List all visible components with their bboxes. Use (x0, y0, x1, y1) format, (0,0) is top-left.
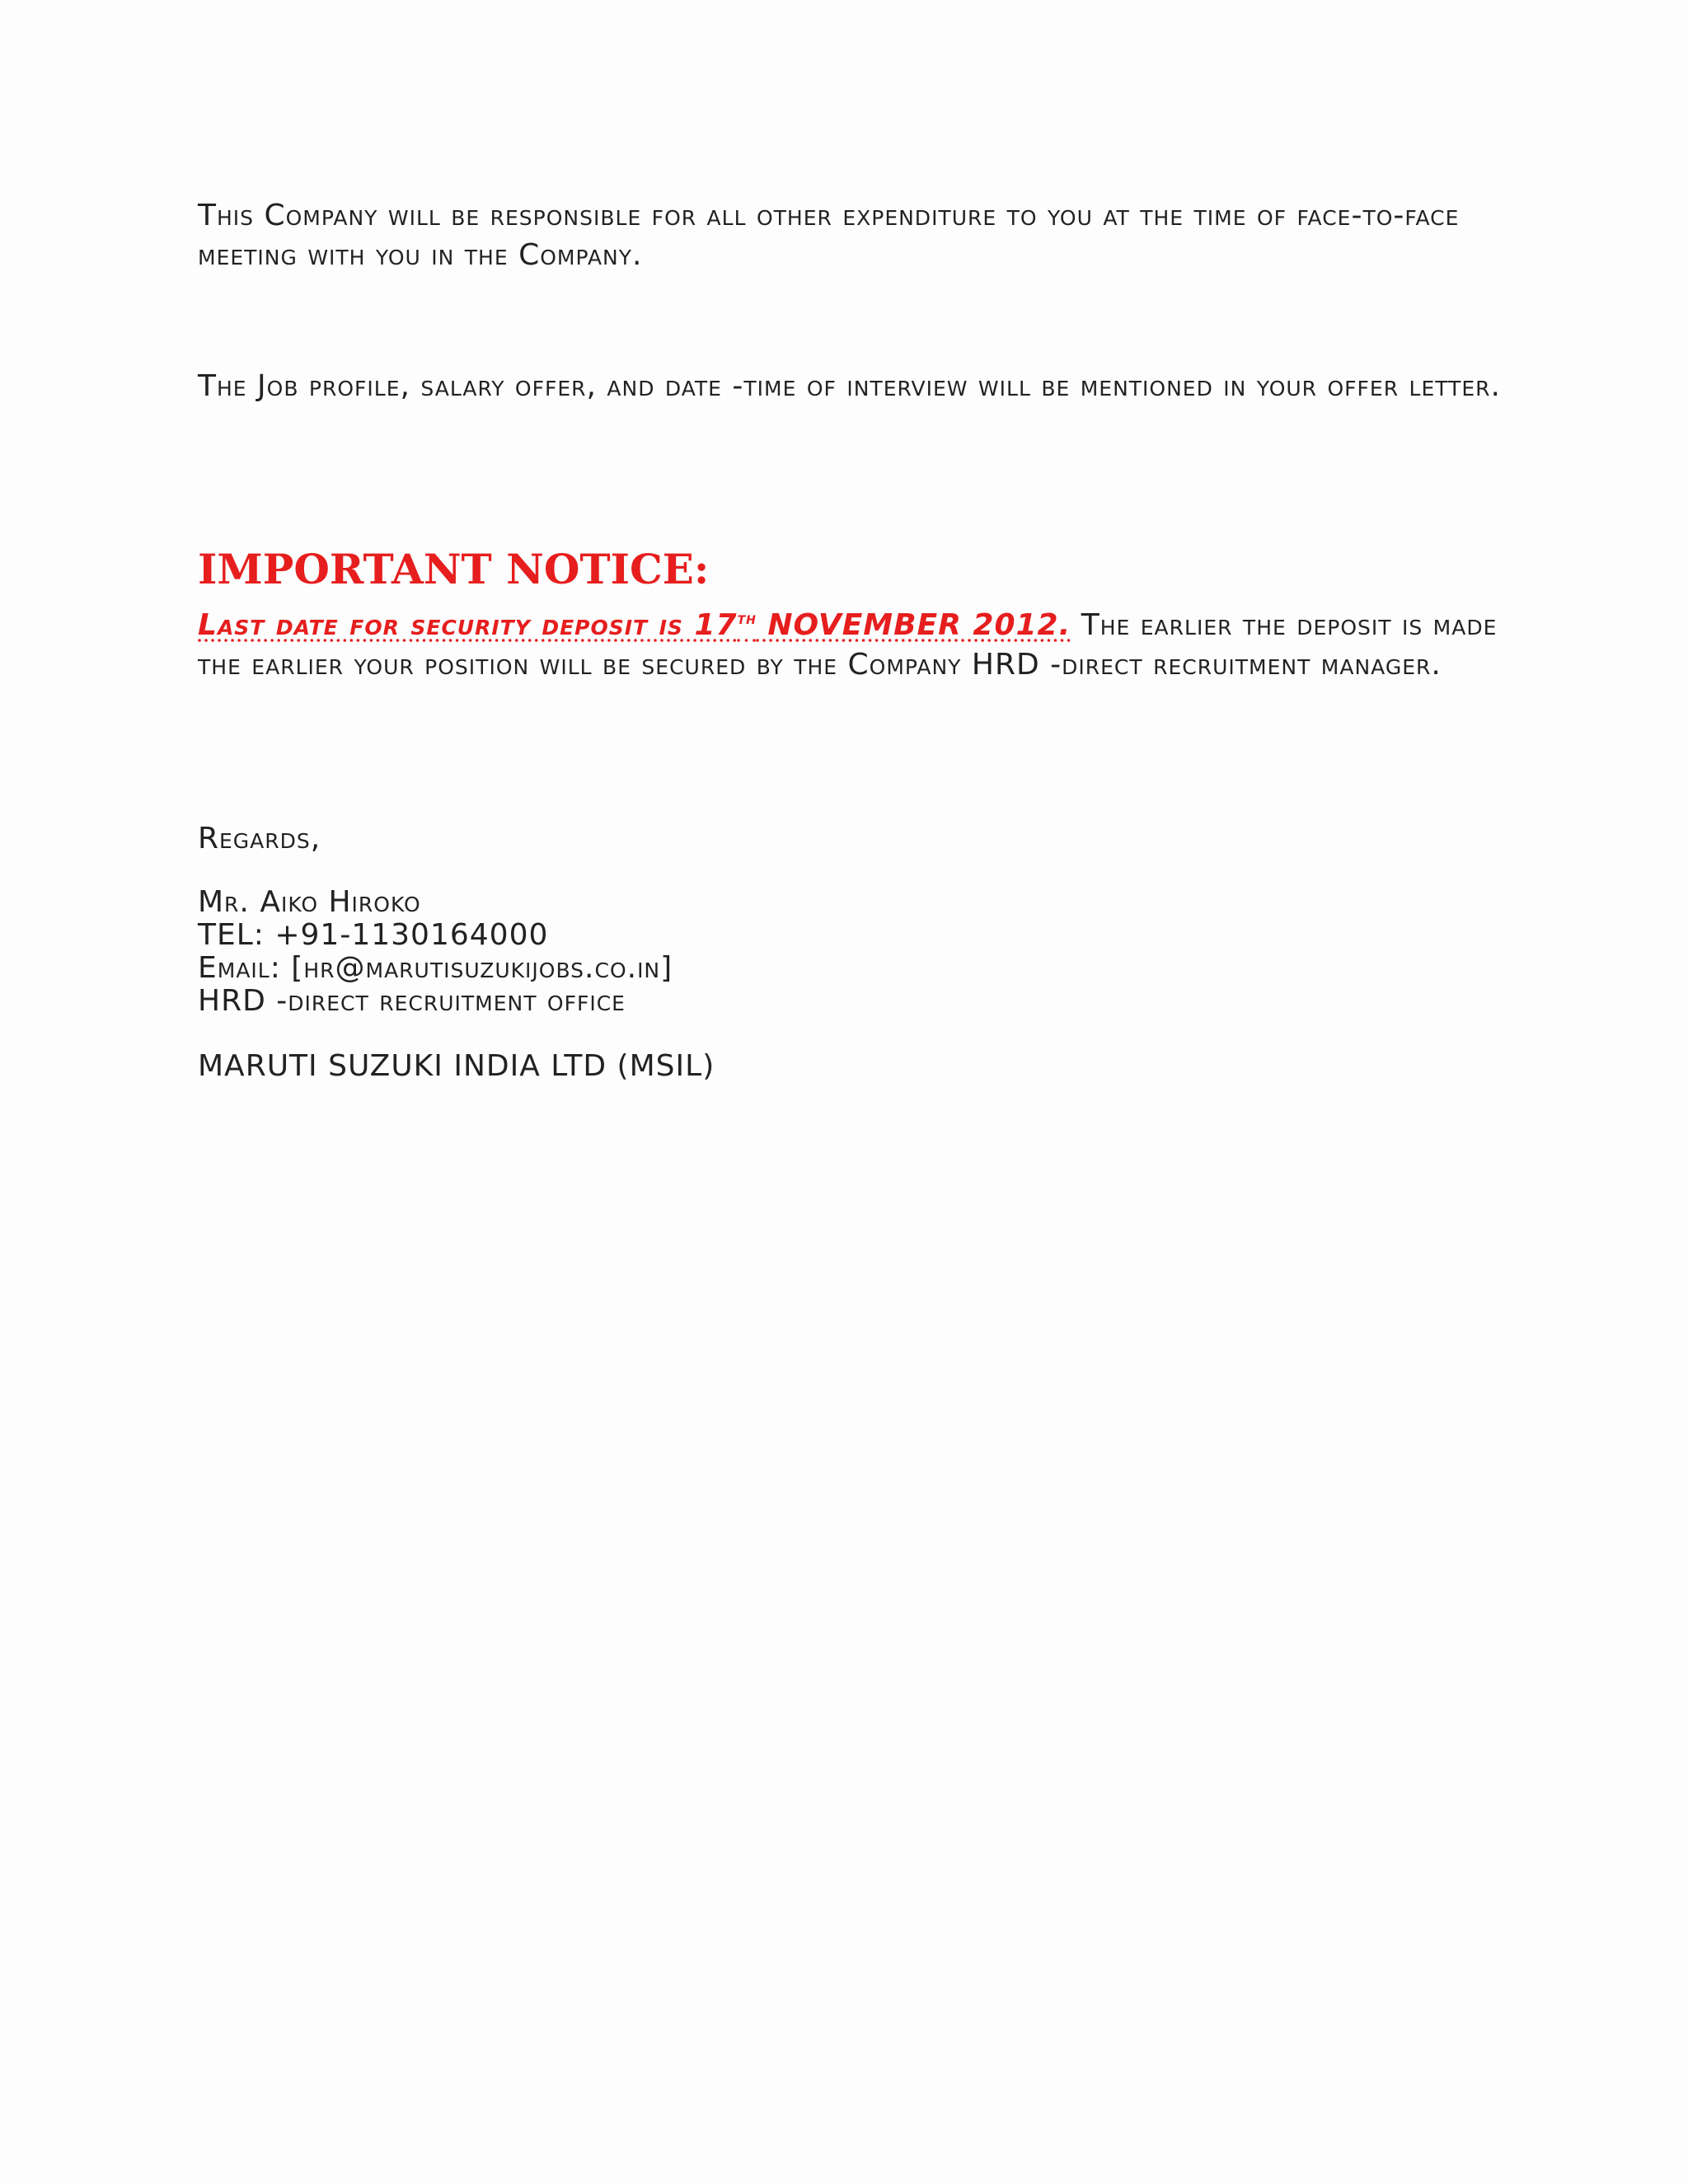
notice-body-text: The earlier the deposit is made the earlier your position will be secured by the Company HRD -direct recruitment manager. (198, 608, 1498, 682)
signature-block (198, 886, 673, 1018)
deadline-ordinal: th (737, 608, 757, 628)
deadline-suffix: NOVEMBER 2012. (756, 608, 1071, 642)
expenditure-paragraph: This Company will be responsible for all other expenditure to you at the time of face-to-face meeting with you in the Company. (198, 199, 1460, 272)
deadline-text (198, 608, 1071, 642)
company-name: MARUTI SUZUKI INDIA LTD (MSIL) (198, 1049, 715, 1083)
email-address: Email: [hr@marutisuzukijobs.co.in] (198, 951, 673, 985)
deadline-prefix: Last date for security deposit is 17 (198, 608, 738, 642)
signatory-name: Mr. Aiko Hiroko (198, 885, 421, 919)
regards-text: Regards, (198, 822, 321, 855)
office-name: HRD -direct recruitment office (198, 984, 626, 1018)
telephone-number: TEL: +91-1130164000 (198, 918, 549, 952)
notice-paragraph (198, 606, 1517, 685)
important-notice-heading: IMPORTANT NOTICE: (198, 545, 710, 593)
job-profile-paragraph: The Job profile, salary offer, and date -time of interview will be mentioned in your offer letter. (198, 369, 1501, 403)
